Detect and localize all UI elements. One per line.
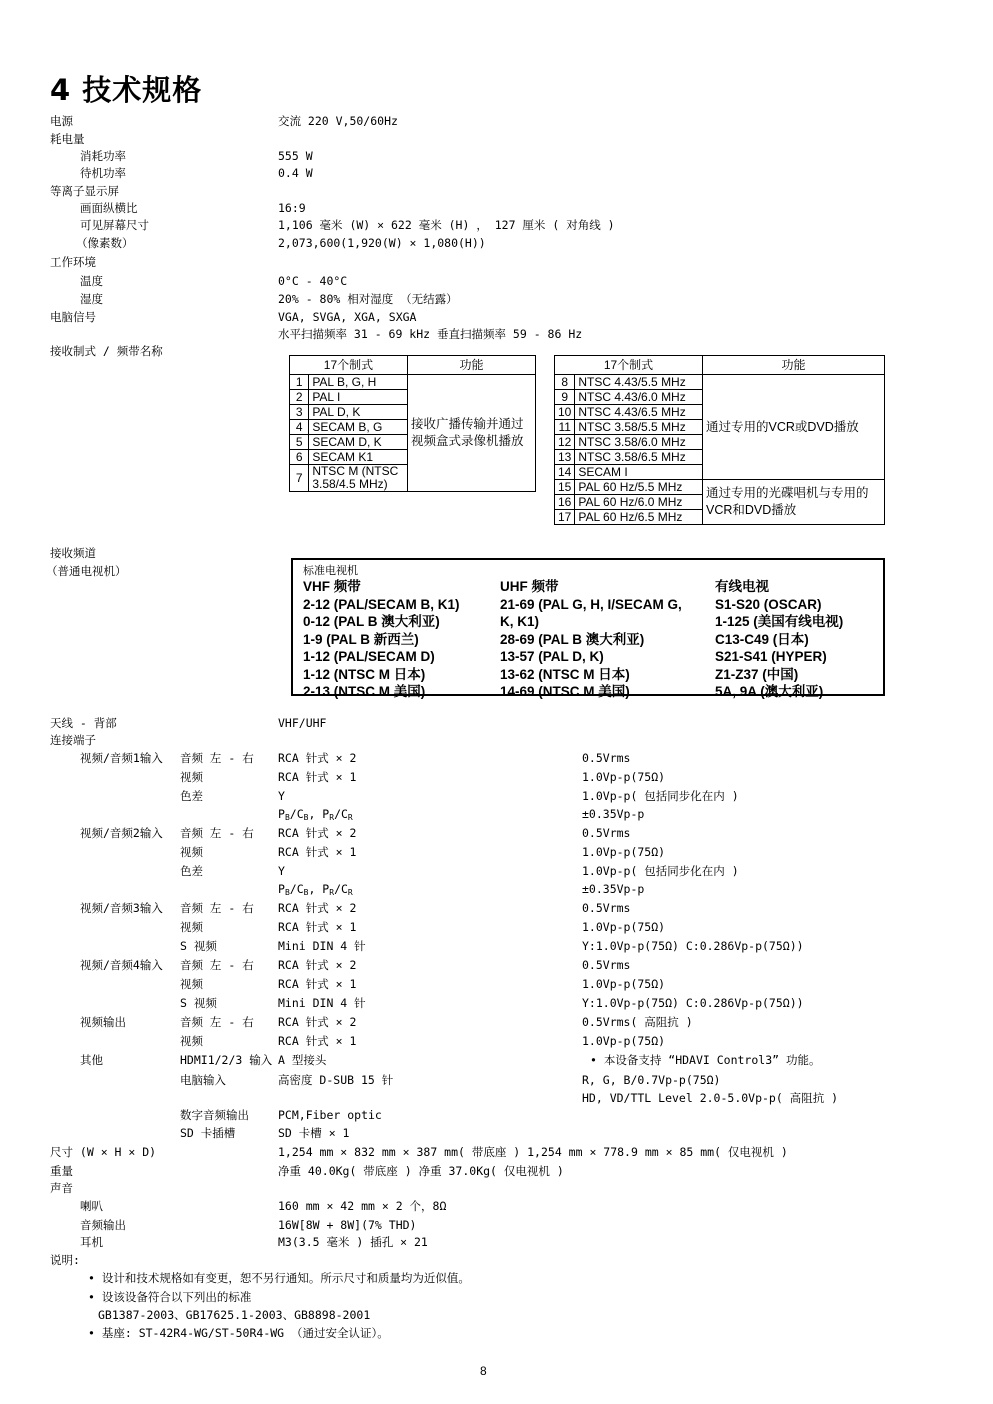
other-sd: SD 卡插槽 SD 卡槽 × 1: [180, 1126, 350, 1140]
spec-weight: 重量 净重 40.0Kg( 带底座 ) 净重 37.0Kg( 仅电视机 ): [50, 1164, 564, 1178]
spec-antenna: 天线 - 背部 VHF/UHF: [50, 716, 327, 730]
spec-pixels: （像素数） 2,073,600(1,920(W) × 1,080(H)): [76, 236, 486, 250]
table-row: 16 PAL 60 Hz/6.0 MHz: [555, 495, 885, 510]
av3-audio: 视频/音频3输入 音频 左 - 右 RCA 针式 × 2 0.5Vrms: [80, 901, 631, 915]
table-row: 6 SECAM K1: [290, 450, 536, 465]
table-row: 7 NTSC M (NTSC 3.58/4.5 MHz): [290, 465, 536, 492]
table-row: 17 PAL 60 Hz/6.5 MHz: [555, 510, 885, 525]
systems-table-left: 17个制式 功能 1 PAL B, G, H 接收广播传输并通过视频盒式录像机播放 2 PAL I 3 PAL D, K 4 SECAM B, G 5 SECAM D, K 6 SECAM K1 7 NTSC M (NTSC 3.58/4.5 MHz): [289, 355, 536, 492]
av2-audio: 视频/音频2输入 音频 左 - 右 RCA 针式 × 2 0.5Vrms: [80, 826, 631, 840]
spec-audio-output: 音频输出 16W[8W + 8W](7% THD): [80, 1218, 417, 1232]
spec-screen-size: 可见屏幕尺寸 1,106 毫米 (W) × 622 毫米 (H) ， 127 厘米 ( 对角线 ): [80, 218, 615, 232]
spec-headphone: 耳机 M3(3.5 毫米 ) 插孔 × 21: [80, 1235, 428, 1249]
av4-video: 视频 RCA 针式 × 1 1.0Vp-p(75Ω): [180, 977, 666, 991]
note-4: • 基座: ST-42R4-WG/ST-50R4-WG （通过安全认证）。: [88, 1326, 389, 1340]
table-row: 1 PAL B, G, H 接收广播传输并通过视频盒式录像机播放: [290, 375, 536, 390]
vout-video: 视频 RCA 针式 × 1 1.0Vp-p(75Ω): [180, 1034, 666, 1048]
table-row: 5 SECAM D, K: [290, 435, 536, 450]
spec-dimensions: 尺寸 (W × H × D) 1,254 mm × 832 mm × 387 mm( 带底座 ) 1,254 mm × 778.9 mm × 85 mm( 仅电视机 ): [50, 1145, 788, 1159]
av2-component-pbpr: $P_B/C_B$, $P_R/C_R$ ±0.35Vp-p: [278, 882, 645, 897]
vout-audio: 视频输出 音频 左 - 右 RCA 针式 × 2 0.5Vrms( 高阻抗 ): [80, 1015, 693, 1029]
other-pc-in: 电脑输入 高密度 D-SUB 15 针 R, G, B/0.7Vp-p(75Ω): [180, 1073, 721, 1087]
vhf-column: VHF 频带 2-12 (PAL/SECAM B, K1) 0-12 (PAL B 澳大利亚) 1-9 (PAL B 新西兰) 1-12 (PAL/SECAM D) 1-12 (NTSC M 日本) 2-13 (NTSC M 美国): [303, 579, 460, 699]
av4-svideo: S 视频 Mini DIN 4 针 Y:1.0Vp-p(75Ω) C:0.286Vp-p(75Ω)): [180, 996, 804, 1010]
table-row: 3 PAL D, K: [290, 405, 536, 420]
table-row: 9 NTSC 4.43/6.0 MHz: [555, 390, 885, 405]
spec-pc-scan: 水平扫描频率 31 - 69 kHz 垂直扫描频率 59 - 86 Hz: [278, 327, 583, 341]
note-2: • 设该设备符合以下列出的标准: [88, 1290, 252, 1304]
av1-component-pbpr: $P_B/C_B$, $P_R/C_R$ ±0.35Vp-p: [278, 807, 645, 822]
spec-humidity: 湿度 20% - 80% 相对湿度 （无结露）: [80, 292, 458, 306]
table-row: 11 NTSC 3.58/5.5 MHz: [555, 420, 885, 435]
spec-aspect: 画面纵横比 16:9: [80, 201, 306, 215]
other-hdmi: 其他 HDMI1/2/3 输入 A 型接头 • 本设备支持 “HDAVI Control3” 功能。: [80, 1053, 821, 1067]
table-row: 12 NTSC 3.58/6.0 MHz: [555, 435, 885, 450]
spec-standby-power: 待机功率 0.4 W: [80, 166, 313, 180]
channels-box: [291, 558, 885, 699]
spec-power: 电源 交流 220 V,50/60Hz: [50, 114, 398, 128]
table-row: 8 NTSC 4.43/5.5 MHz 通过专用的VCR或DVD播放: [555, 375, 885, 390]
uhf-column: UHF 频带 21-69 (PAL G, H, I/SECAM G, K, K1) 28-69 (PAL B 澳大利亚) 13-57 (PAL D, K) 13-62 (NTSC M 日本) 14-69 (NTSC M 美国): [500, 579, 682, 699]
spec-temperature: 温度 0°C - 40°C: [80, 274, 348, 288]
other-digital-audio: 数字音频输出 PCM,Fiber optic: [180, 1108, 382, 1122]
page-title: 4 技术规格: [50, 73, 203, 107]
av1-audio: 视频/音频1输入 音频 左 - 右 RCA 针式 × 2 0.5Vrms: [80, 751, 631, 765]
spec-pc-signal: 电脑信号 VGA, SVGA, XGA, SXGA: [50, 310, 417, 324]
cable-column: 有线电视 S1-S20 (OSCAR) 1-125 (美国有线电视) C13-C49 (日本) S21-S41 (HYPER) Z1-Z37 (中国) 5A, 9A (澳大利亚): [715, 579, 844, 699]
av3-video: 视频 RCA 针式 × 1 1.0Vp-p(75Ω): [180, 920, 666, 934]
table-row: 15 PAL 60 Hz/5.5 MHz 通过专用的光碟唱机与专用的VCR和DVD播放: [555, 480, 885, 495]
systems-table-right: 17个制式 功能 8 NTSC 4.43/5.5 MHz 通过专用的VCR或DVD播放 9 NTSC 4.43/6.0 MHz 10 NTSC 4.43/6.5 MHz 11 NTSC 3.58/5.5 MHz 12 NTSC 3.58/6.0 MHz 13 NTSC 3.58/6.5 MHz 14 SECAM I 15 PAL 60 Hz/5.5 MHz 通过专用的光碟唱机与专用的VCR和DVD播放 16 PAL 60 Hz/6.0 MHz 17 PAL 60 Hz/6.5 MHz: [554, 355, 885, 525]
av4-audio: 视频/音频4输入 音频 左 - 右 RCA 针式 × 2 0.5Vrms: [80, 958, 631, 972]
av3-svideo: S 视频 Mini DIN 4 针 Y:1.0Vp-p(75Ω) C:0.286Vp-p(75Ω)): [180, 939, 804, 953]
av1-component-y: 色差 Y 1.0Vp-p( 包括同步化在内 ): [180, 789, 739, 803]
av2-component-y: 色差 Y 1.0Vp-p( 包括同步化在内 ): [180, 864, 739, 878]
table-row: 14 SECAM I: [555, 465, 885, 480]
other-hdvd: HD, VD/TTL Level 2.0-5.0Vp-p( 高阻抗 ): [582, 1091, 839, 1105]
channels-header: 标准电视机: [303, 565, 358, 577]
av2-video: 视频 RCA 针式 × 1 1.0Vp-p(75Ω): [180, 845, 666, 859]
spec-speaker: 喇叭 160 mm × 42 mm × 2 个，8Ω: [80, 1199, 447, 1213]
note-3: GB1387-2003、GB17625.1-2003、GB8898-2001: [98, 1308, 371, 1322]
spec-rated-power: 消耗功率 555 W: [80, 149, 313, 163]
note-1: • 设计和技术规格如有变更，恕不另行通知。所示尺寸和质量均为近似值。: [88, 1271, 470, 1285]
table-row: 10 NTSC 4.43/6.5 MHz: [555, 405, 885, 420]
table-row: 2 PAL I: [290, 390, 536, 405]
table-row: 13 NTSC 3.58/6.5 MHz: [555, 450, 885, 465]
av1-video: 视频 RCA 针式 × 1 1.0Vp-p(75Ω): [180, 770, 666, 784]
table-row: 4 SECAM B, G: [290, 420, 536, 435]
page-number: 8: [480, 1364, 487, 1378]
